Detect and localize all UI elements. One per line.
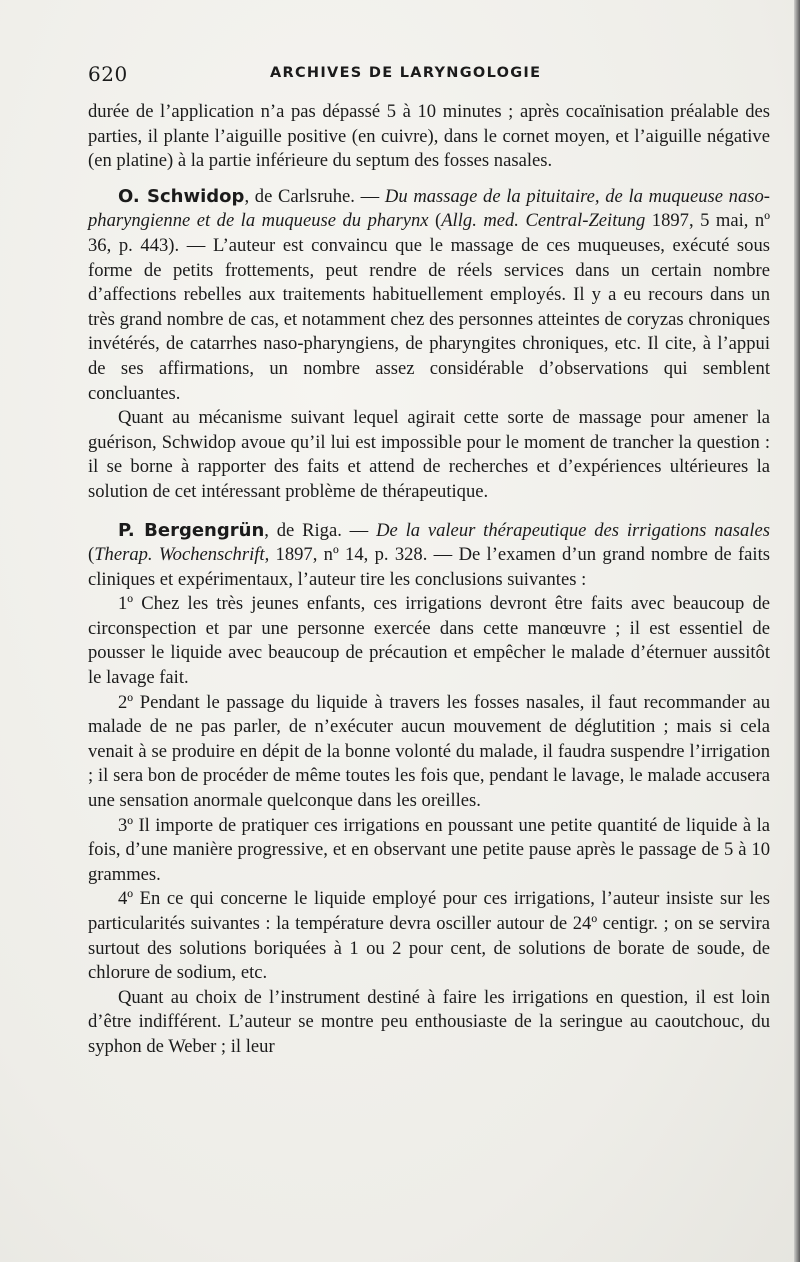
- conclusion-point-1: 1º Chez les très jeunes enfants, ces irrigations devront être faits avec beaucoup de circonspection et par une personne exercée dans cette manœuvre ; il est essentiel de pousser le liquide avec beaucoup de précaution et empêcher le malade d’éternuer aussitôt le lavage fait.: [88, 593, 770, 689]
- paragraph-continuation: durée de l’application n’a pas dépassé 5 à 10 minutes ; après cocaïnisation préalable des parties, il plante l’aiguille positive (en cuivre), dans le cornet moyen, et l’aiguille négative (en platine) à la partie inférieure du septum des fosses nasales.: [88, 101, 770, 172]
- entry-schwidop: [88, 185, 770, 406]
- journal-name: Therap. Wochenschrift: [94, 544, 265, 566]
- author-name: O. Schwidop: [118, 185, 245, 207]
- page-number: 620: [88, 62, 128, 86]
- page-header: [88, 62, 768, 92]
- journal-name: Allg. med. Central-Zeitung: [441, 210, 646, 232]
- source-open: (: [428, 210, 442, 232]
- article-title: Du massage de la pituitaire, de la muqueuse naso-pharyngienne et de la muqueuse du pharynx: [88, 185, 770, 232]
- conclusion-point-2: 2º Pendant le passage du liquide à travers les fosses nasales, il faut recommander au malade de ne pas parler, de n’exécuter aucun mouvement de déglutition ; mais si cela venait à se produire en dépit de la bonne volonté du malade, il faudra suspendre l’irrigation ; il sera bon de procéder de même toutes les fois que, pendant le lavage, le malade accusera une sensation anormale quelconque dans les oreilles.: [88, 691, 770, 812]
- body-text: [88, 100, 770, 1060]
- article-title: De la valeur thérapeutique des irrigations nasales: [376, 519, 770, 541]
- source-details: 1897, 5 mai, nº 36, p. 443). —: [88, 210, 770, 256]
- paragraph-last: Quant au choix de l’instrument destiné à faire les irrigations en question, il est loin d’être indifférent. L’auteur se montre peu enthousiaste de la seringue au caoutchouc, du syphon de Weber ; il leur: [88, 986, 770, 1057]
- paragraph-mecanisme: Quant au mécanisme suivant lequel agirait cette sorte de massage pour amener la guérison, Schwidop avoue qu’il lui est impossible pour le moment de trancher la question : il se borne à rapporter des faits et attend de recherches et d’expériences ultérieures la solution de cet intéressant problème de thérapeutique.: [88, 407, 770, 502]
- author-name: P. Bergengrün: [118, 519, 265, 541]
- running-title: ARCHIVES DE LARYNGOLOGIE: [270, 65, 542, 81]
- entry-bergengrun: [88, 519, 770, 593]
- entry-text: L’auteur est convaincu que le massage de ces muqueuses, exécuté sous forme de petits frottements, peut rendre de réels services dans un certain nombre d’affections rebelles aux traitements habituellement employés. Il y a eu recours dans un très grand nombre de cas, et notamment chez des personnes atteintes de coryzas chroniques invétérés, de catarrhes naso-pharyngiens, de pharyngites chroniques, etc. Il cite, à l’appui de ses affirmations, un nombre assez considérable d’observations qui semblent concluantes.: [88, 234, 770, 404]
- page-edge-shadow: [794, 0, 800, 1262]
- author-place: , de Carlsruhe. —: [244, 185, 385, 207]
- source-details: , 1897, nº 14, p. 328. —: [264, 544, 459, 566]
- entry-text: De l’examen d’un grand nombre de faits cliniques et expérimentaux, l’auteur tire les conclusions suivantes :: [88, 544, 771, 590]
- source-open: (: [88, 544, 95, 566]
- conclusion-point-3: 3º Il importe de pratiquer ces irrigations en poussant une petite quantité de liquide à la fois, d’une manière progressive, et en observant une petite pause après le passage de 5 à 10 grammes.: [88, 814, 770, 885]
- conclusion-point-4: 4º En ce qui concerne le liquide employé pour ces irrigations, l’auteur insiste sur les particularités suivantes : la température devra osciller autour de 24º centigr. ; on se servira surtout des solutions boriquées à 1 ou 2 pour cent, de solutions de borate de soude, de chlorure de sodium, etc.: [88, 888, 770, 984]
- author-place: , de Riga. —: [264, 519, 377, 541]
